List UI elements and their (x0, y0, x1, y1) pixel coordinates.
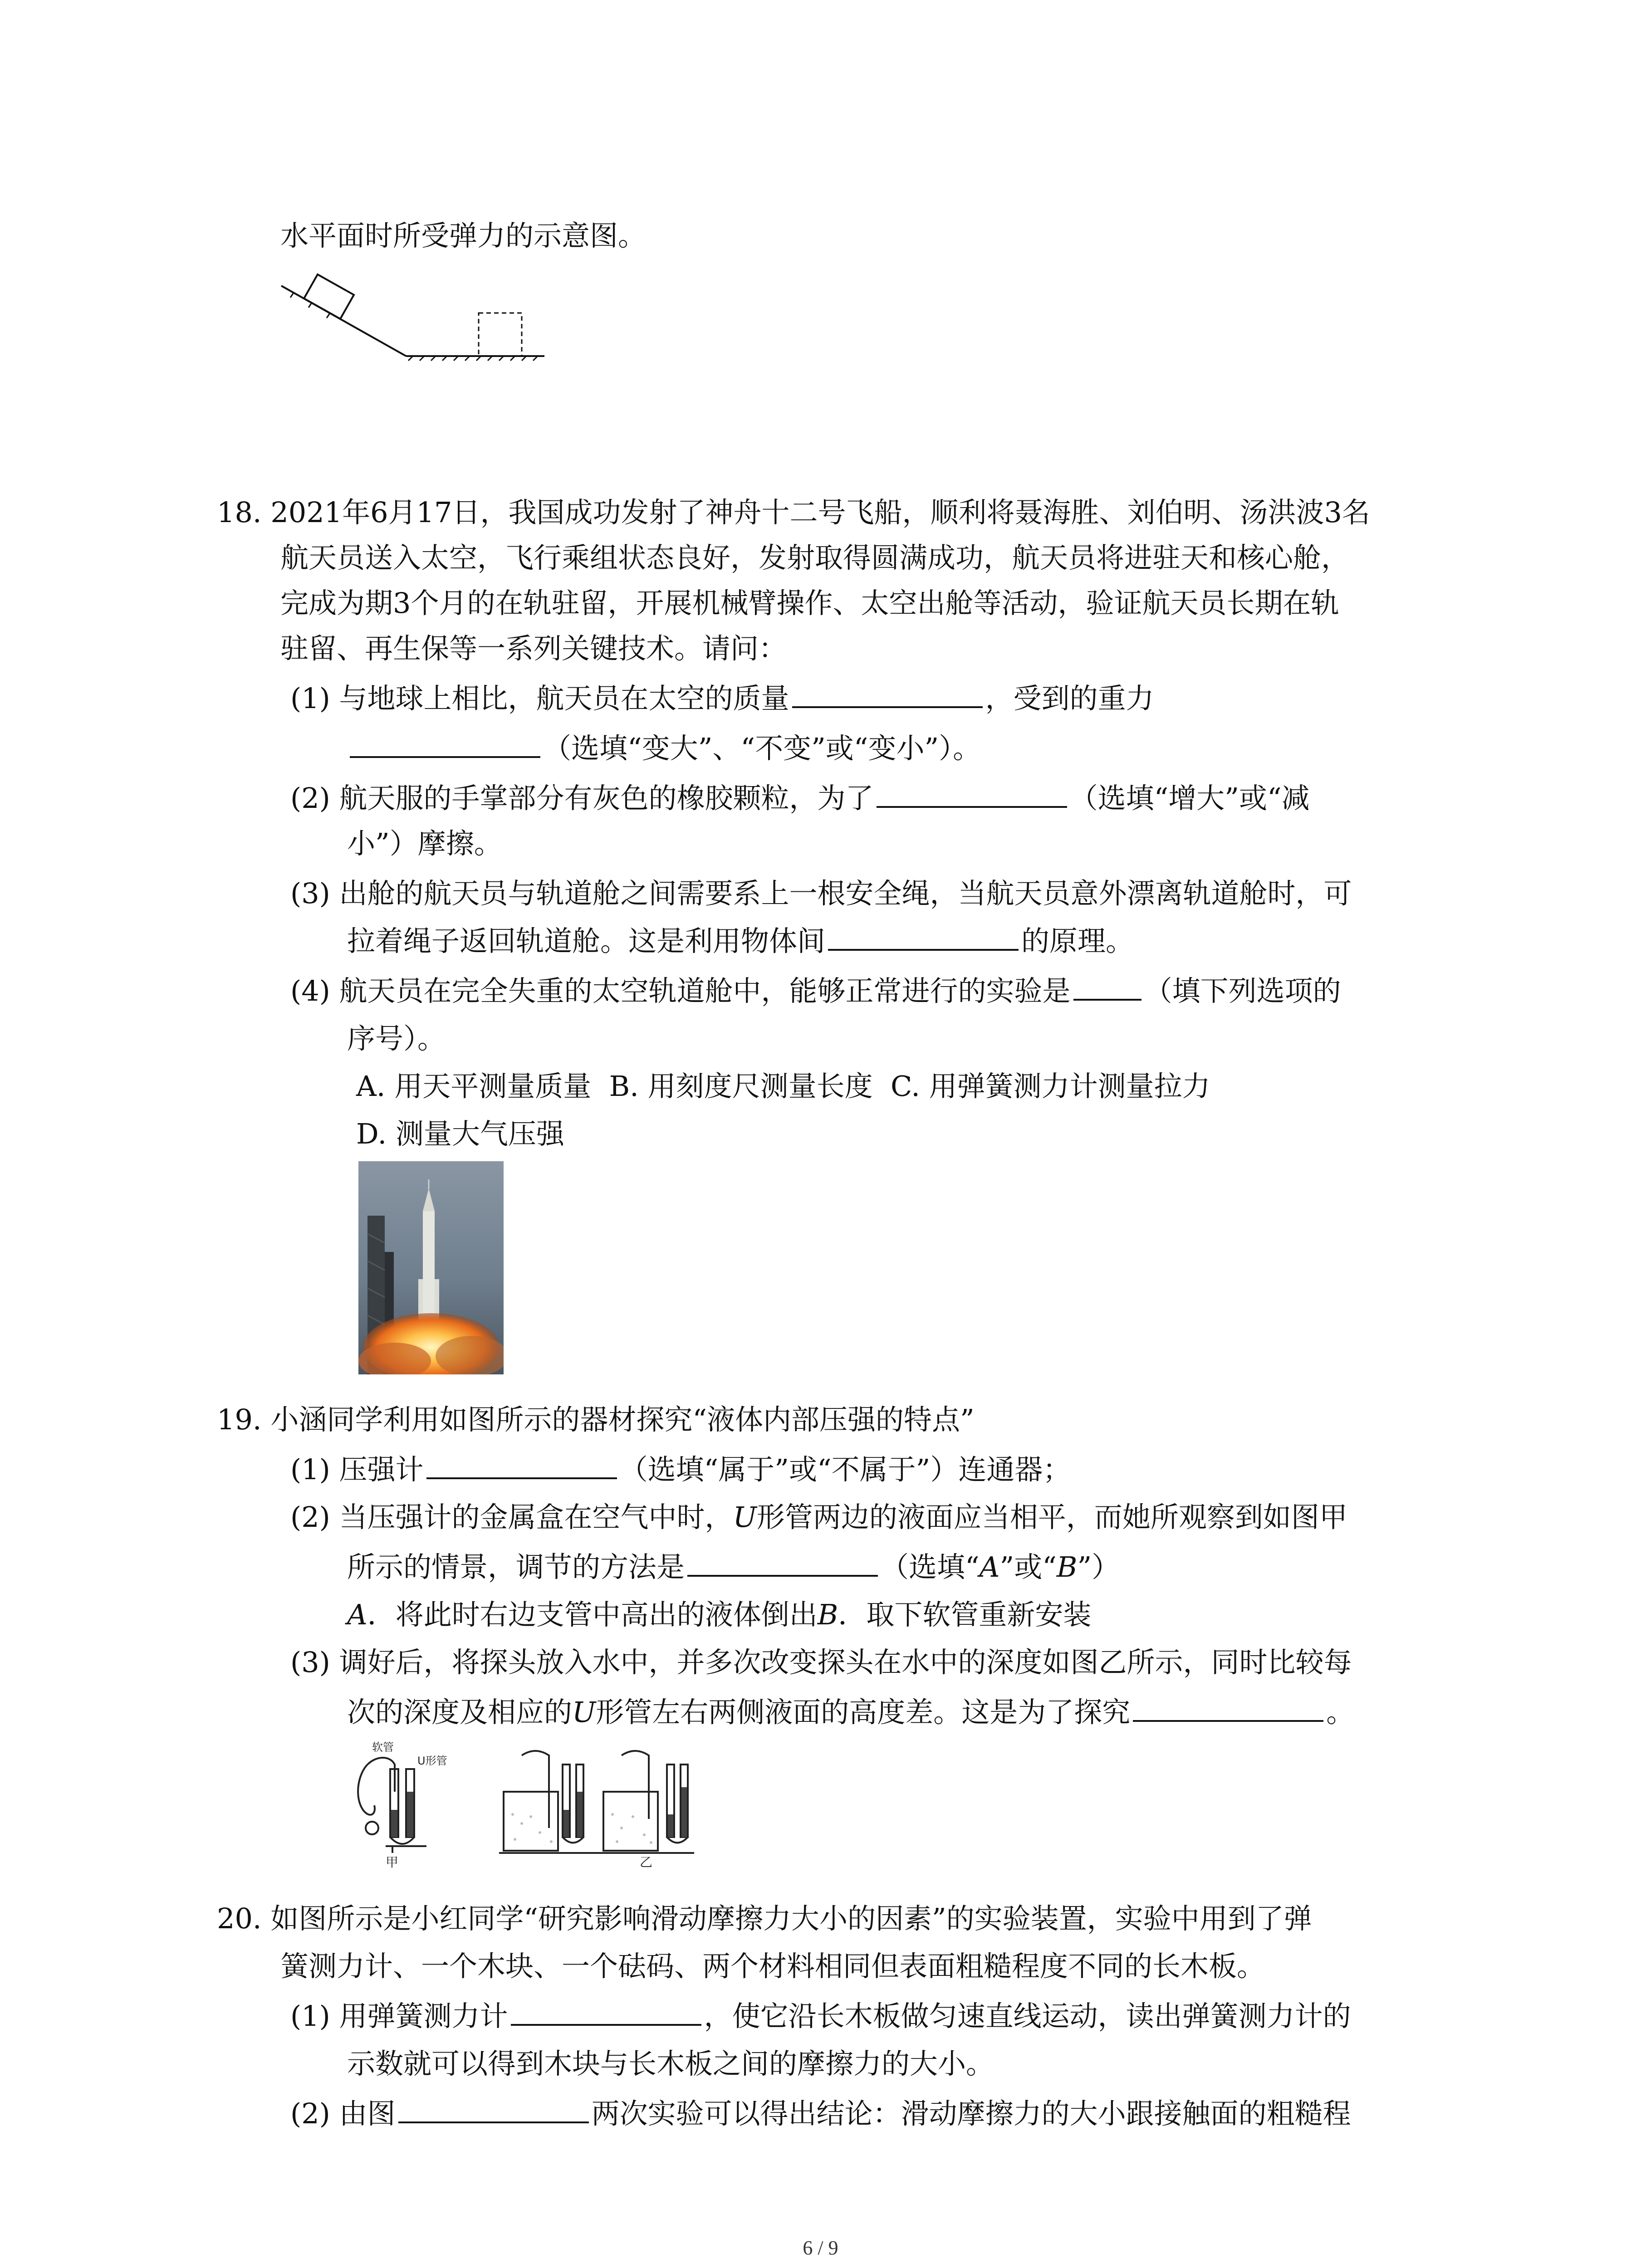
label-jia: 甲 (386, 1855, 399, 1869)
q18-part3-line-2 (347, 919, 1134, 964)
q19-part3-line-1 (290, 1640, 1352, 1685)
incline-line (281, 286, 406, 356)
q19-part3-line-2 (347, 1690, 1354, 1735)
q19-part3-blank[interactable] (1133, 1691, 1323, 1722)
q18-part2-line-1 (290, 776, 1310, 821)
block-on-incline (304, 274, 354, 319)
q19-part2-line-1 (290, 1495, 1347, 1540)
q19-part2-blank[interactable] (687, 1546, 878, 1577)
q18-part1-text-b: ，受到的重力 (985, 682, 1154, 715)
q19-part2-text-a2: 形管两边的液面应当相平，而她所观察到如图甲 (756, 1501, 1347, 1534)
q18-part2-line-2: 小”）摩擦。 (347, 827, 502, 860)
q19-part2-line-2 (347, 1545, 1120, 1590)
q20-part1-text: 用弹簧测力计 (339, 1999, 508, 2033)
page-number: 6 / 9 (803, 2237, 838, 2259)
label-yi: 乙 (640, 1855, 653, 1869)
q18-part1-text: 与地球上相比，航天员在太空的质量 (339, 682, 789, 715)
jia-left-liquid (391, 1810, 397, 1837)
q20-stem-line-2: 簧测力计、一个木块、一个砝码、两个材料相同但表面粗糙程度不同的长木板。 (280, 1950, 1265, 1983)
q19-part2-text-a1: 当压强计的金属盒在空气中时， (339, 1501, 733, 1534)
q20-part2-text: 由图 (339, 2097, 396, 2130)
q20-part1-number: (1) (290, 1999, 330, 2033)
q20-stem-line-1 (217, 1896, 1312, 1941)
tag-hose: 软管 (372, 1741, 394, 1754)
q18-part2-text-b: （选填“增大”或“减 (1069, 782, 1310, 815)
incline-block-diagram (272, 254, 554, 367)
q18-part1-line-1 (290, 676, 1154, 721)
q19-part3-text-c: 。 (1326, 1696, 1355, 1729)
q18-number: 18. (217, 496, 262, 529)
q18-option-a[interactable]: A. 用天平测量质量 (356, 1070, 592, 1103)
q18-part2-number: (2) (290, 782, 330, 815)
q18-stem-line-3: 完成为期3个月的在轨驻留，开展机械臂操作、太空出舱等活动，验证航天员长期在轨 (280, 587, 1339, 620)
q18-stem-line-4: 驻留、再生保等一系列关键技术。请问： (280, 632, 787, 665)
q20-number: 20. (217, 1902, 262, 1935)
q18-part4-blank[interactable] (1073, 970, 1141, 1001)
incline-hatching (290, 292, 330, 318)
q18-part2-text: 航天服的手掌部分有灰色的橡胶颗粒，为了 (339, 782, 874, 815)
rocket-launch-photo (358, 1161, 504, 1374)
q18-stem-text-1: 2021年6月17日，我国成功发射了神舟十二号飞船，顺利将聂海胜、刘伯明、汤洪波3名 (270, 496, 1370, 529)
q18-part3-text-c: 的原理。 (1021, 924, 1134, 958)
q19-part2-c2: ”或“ (999, 1550, 1057, 1584)
q18-option-d[interactable]: D. 测量大气压强 (356, 1117, 564, 1150)
block-on-ground-dashed (479, 313, 522, 356)
q18-options-row-1 (356, 1064, 1210, 1109)
q19-part3-u: U (572, 1696, 596, 1729)
q19-part3-text: 调好后，将探头放入水中，并多次改变探头在水中的深度如图乙所示，同时比较每 (339, 1646, 1352, 1679)
figure-yi (499, 1751, 694, 1853)
q19-part2-ca: A (979, 1550, 1000, 1584)
q18-part2-blank[interactable] (877, 777, 1067, 808)
q19-part2-u: U (733, 1501, 757, 1534)
q19-number: 19. (217, 1403, 262, 1436)
q18-part3-number: (3) (290, 877, 330, 910)
q20-part1-text-b: ，使它沿长木板做匀速直线运动，读出弹簧测力计的 (704, 1999, 1351, 2033)
q20-part2-number: (2) (290, 2097, 330, 2130)
q19-part2-options (347, 1592, 1091, 1637)
q18-option-b[interactable]: B. 用刻度尺测量长度 (609, 1070, 873, 1103)
q18-part4-line-2: 序号）。 (347, 1022, 446, 1055)
q19-option-b-letter[interactable]: B (817, 1598, 838, 1631)
q20-part2-line-1 (290, 2091, 1351, 2136)
q19-part1 (290, 1447, 1071, 1492)
q19-part1-text: 压强计 (339, 1453, 424, 1486)
q18-stem-line-1 (217, 490, 1370, 535)
q19-part3-text-b1: 次的深度及相应的 (347, 1696, 573, 1729)
q18-option-c[interactable]: C. 用弹簧测力计测量拉力 (891, 1070, 1210, 1103)
tag-u-tube: U形管 (417, 1755, 447, 1767)
q18-part4-number: (4) (290, 974, 330, 1007)
q20-part1-line-2: 示数就可以得到木块与长木板之间的摩擦力的大小。 (347, 2047, 994, 2080)
q18-part1-number: (1) (290, 682, 330, 715)
q19-part2-text-b: 所示的情景，调节的方法是 (347, 1550, 685, 1584)
jia-right-liquid (407, 1792, 413, 1837)
figure-jia (358, 1758, 426, 1853)
q18-part3-text: 出舱的航天员与轨道舱之间需要系上一根安全绳，当航天员意外漂离轨道舱时，可 (339, 877, 1352, 910)
q18-part4-text: 航天员在完全失重的太空轨道舱中，能够正常进行的实验是 (339, 974, 1071, 1007)
q18-part3-text-b: 拉着绳子返回轨道舱。这是利用物体间 (347, 924, 826, 958)
q20-part1-line-1 (290, 1994, 1351, 2039)
q18-part3-line-1 (290, 871, 1352, 916)
q19-option-a-letter[interactable]: A (347, 1598, 367, 1631)
q19-stem-text: 小涵同学利用如图所示的器材探究“液体内部压强的特点” (270, 1403, 975, 1436)
q17-tail: 水平面时所受弹力的示意图。 (280, 219, 647, 252)
q18-part4-text-b: （填下列选项的 (1144, 974, 1341, 1007)
q19-part3-number: (3) (290, 1646, 330, 1679)
q19-part1-number: (1) (290, 1453, 330, 1486)
q18-part1-line-2 (347, 726, 981, 771)
q18-part3-blank[interactable] (828, 920, 1019, 951)
q18-options-row-2 (356, 1111, 564, 1157)
q19-part2-cb: B (1056, 1550, 1078, 1584)
q18-stem-line-2: 航天员送入太空，飞行乘组状态良好，发射取得圆满成功，航天员将进驻天和核心舱， (280, 541, 1350, 574)
q20-part2-text-b: 两次实验可以得出结论：滑动摩擦力的大小跟接触面的粗糙程 (591, 2097, 1351, 2130)
q18-part1-blank-gravity[interactable] (350, 727, 540, 758)
q19-part2-number: (2) (290, 1501, 330, 1534)
q18-part1-text-c: （选填“变大”、“不变”或“变小”）。 (543, 732, 981, 765)
pressure-gauge-figure (349, 1737, 771, 1869)
q19-part2-c1: （选填“ (881, 1550, 980, 1584)
q18-part4-line-1 (290, 968, 1341, 1014)
q20-part2-blank[interactable] (398, 2092, 589, 2123)
q19-part2-c3: ”） (1077, 1550, 1120, 1584)
q19-part1-blank[interactable] (426, 1448, 617, 1479)
q20-stem-text-1: 如图所示是小红同学“研究影响滑动摩擦力大小的因素”的实验装置，实验中用到了弹 (270, 1902, 1312, 1935)
q19-option-b[interactable]: ．取下软管重新安装 (838, 1598, 1092, 1631)
q19-option-a[interactable]: ．将此时右边支管中高出的液体倒出 (367, 1598, 818, 1631)
q19-part3-text-b2: 形管左右两侧液面的高度差。这是为了探究 (596, 1696, 1131, 1729)
q19-stem (217, 1397, 975, 1442)
q20-part1-blank[interactable] (511, 1995, 701, 2026)
q18-part1-blank-mass[interactable] (792, 677, 983, 708)
q19-part1-text-b: （选填“属于”或“不属于”）连通器； (619, 1453, 1071, 1486)
